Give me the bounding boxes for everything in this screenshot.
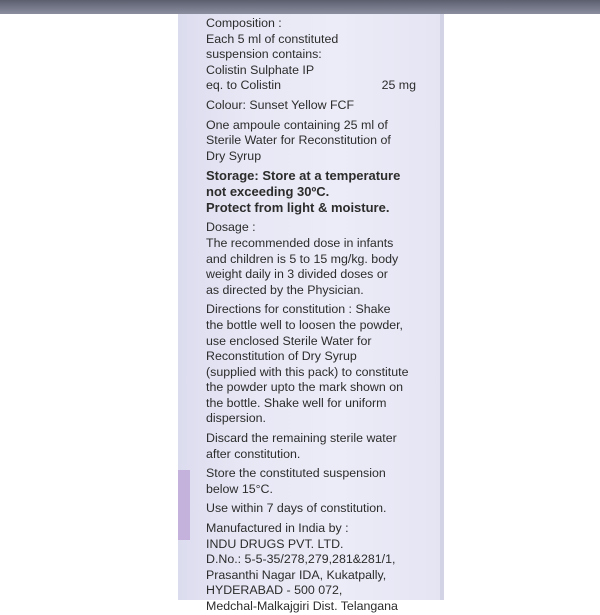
directions-line: dispersion. xyxy=(206,411,266,426)
manufacturer-line: HYDERABAD - 500 072, xyxy=(206,583,343,598)
manufacturer-line: D.No.: 5-5-35/278,279,281&281/1, xyxy=(206,552,396,567)
composition-line: Each 5 ml of constituted xyxy=(206,31,339,46)
directions-line: Directions for constitution : Shake xyxy=(206,302,391,317)
directions-line: Reconstitution of Dry Syrup xyxy=(206,349,357,364)
directions-line: (supplied with this pack) to constitute xyxy=(206,364,409,379)
store-line: below 15°C. xyxy=(206,481,273,496)
composition-title: Composition : xyxy=(206,16,282,30)
manufacturer-line: Prasanthi Nagar IDA, Kukatpally, xyxy=(206,567,387,582)
dose-label: eq. to Colistin xyxy=(206,78,282,93)
composition-line: suspension contains: xyxy=(206,47,322,62)
directions-line: the powder upto the mark shown on xyxy=(206,380,403,395)
directions-line: the bottle well to loosen the powder, xyxy=(206,317,404,332)
discard-line: Discard the remaining sterile water xyxy=(206,431,397,446)
ampoule-line: One ampoule containing 25 ml of xyxy=(206,117,388,132)
storage-line: not exceeding 30ºC. xyxy=(206,184,330,200)
dose-row xyxy=(206,78,438,94)
carton-top-edge xyxy=(0,0,600,14)
dose-value: 25 mg xyxy=(381,78,416,93)
ampoule-line: Sterile Water for Reconstitution of xyxy=(206,133,391,148)
use-within-line: Use within 7 days of constitution. xyxy=(206,501,387,516)
manufacturer-line: INDU DRUGS PVT. LTD. xyxy=(206,536,344,551)
carton-fold-edge xyxy=(440,14,444,600)
manufacturer-line: Medchal-Malkajgiri Dist. Telangana xyxy=(206,599,398,613)
ampoule-line: Dry Syrup xyxy=(206,148,262,163)
storage-line: Storage: Store at a temperature xyxy=(206,168,401,184)
colour-line: Colour: Sunset Yellow FCF xyxy=(206,97,355,112)
accent-stripe xyxy=(178,470,190,540)
composition-line: Colistin Sulphate IP xyxy=(206,62,315,77)
dosage-title: Dosage : xyxy=(206,220,256,235)
directions-line: use enclosed Sterile Water for xyxy=(206,333,372,348)
dosage-line: weight daily in 3 divided doses or xyxy=(206,267,388,282)
dosage-line: The recommended dose in infants xyxy=(206,235,394,250)
discard-line: after constitution. xyxy=(206,446,301,461)
label-text-block xyxy=(206,16,438,615)
directions-line: the bottle. Shake well for uniform xyxy=(206,395,387,410)
manufacturer-line: Manufactured in India by : xyxy=(206,521,349,536)
dosage-line: and children is 5 to 15 mg/kg. body xyxy=(206,251,399,266)
store-line: Store the constituted suspension xyxy=(206,466,386,481)
storage-line: Protect from light & moisture. xyxy=(206,200,390,216)
dosage-line: as directed by the Physician. xyxy=(206,282,364,297)
